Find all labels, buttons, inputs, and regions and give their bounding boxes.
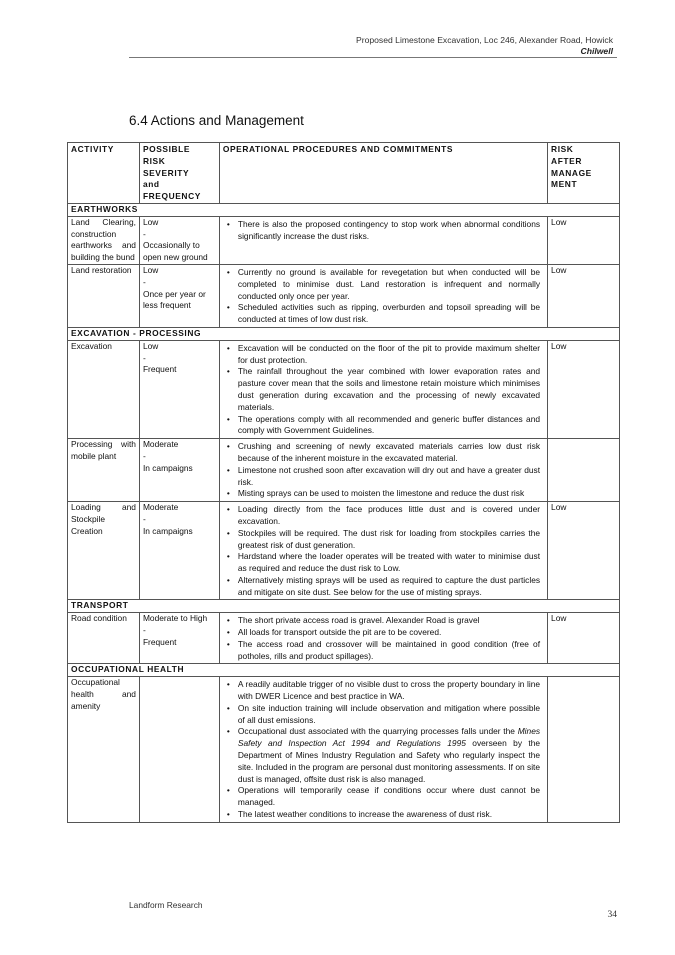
procedures-list <box>223 343 544 437</box>
footer-left: Landform Research <box>129 900 203 910</box>
table-row <box>68 502 620 600</box>
table-row <box>68 613 620 664</box>
header-line-2: Chilwell <box>580 46 613 56</box>
procedure-item: • The rainfall throughout the year combined with lower evaporation rates and pasture cover mean that the soils and limestone retain moisture which minimises dust generation during excavation and the processing of newly excavated materials. <box>223 366 540 413</box>
risk-cell: Moderate to High - Frequent <box>139 613 219 664</box>
procedure-item: • Loading directly from the face produces little dust and is covered under excavation. <box>223 504 540 528</box>
page-number: 34 <box>607 910 617 920</box>
legislation-title: Mines Safety and Inspection Act 1994 and Regulations 1995 <box>237 726 541 749</box>
procedures-cell <box>219 613 547 664</box>
procedure-item: • Limestone not crushed soon after excavation will dry out and have a greater dust risk. <box>223 465 540 489</box>
procedure-item: • The short private access road is gravel. Alexander Road is gravel <box>223 615 540 627</box>
procedures-cell <box>219 264 547 327</box>
table-row <box>68 439 620 502</box>
procedure-item: • On site induction training will include observation and mitigation where possible of all dust emissions. <box>223 703 540 727</box>
procedure-item: • Stockpiles will be required. The dust risk for loading from stockpiles carries the greatest risk of dust generation. <box>223 528 540 552</box>
procedures-cell <box>219 439 547 502</box>
risk-after-cell <box>548 677 620 823</box>
activity-cell: Road condition <box>68 613 140 664</box>
procedures-cell <box>219 340 547 438</box>
group-heading: TRANSPORT <box>68 600 620 613</box>
risk-cell <box>139 677 219 823</box>
procedures-cell <box>219 677 547 823</box>
risk-cell: Low - Occasionally to open new ground <box>139 216 219 264</box>
procedure-item: • Occupational dust associated with the quarrying processes falls under the Mines Safety and Inspection Act 1994 and Regulations 1995 overseen by the Department of Mines Industry Regulation and Safety who regularly inspect the site. Included in the program are personal dust monitoring assessments. If on site dust is managed, offsite dust risk is also managed. <box>223 726 540 785</box>
group-row <box>68 600 620 613</box>
procedure-item: • Crushing and screening of newly excavated materials carries low dust risk because of the inherent moisture in the excavated material. <box>223 441 540 465</box>
procedures-list <box>223 615 544 662</box>
procedure-item: • The access road and crossover will be maintained in good condition (free of potholes, rills and product spillages). <box>223 639 540 663</box>
activity-cell: Processing with mobile plant <box>68 439 140 502</box>
activity-cell: Loading and Stockpile Creation <box>68 502 140 600</box>
procedure-item: • Misting sprays can be used to moisten the limestone and reduce the dust risk <box>223 488 540 500</box>
risk-after-cell: Low <box>548 216 620 264</box>
risk-cell: Low - Frequent <box>139 340 219 438</box>
group-row <box>68 327 620 340</box>
risk-cell: Moderate - In campaigns <box>139 502 219 600</box>
procedure-item: • Excavation will be conducted on the floor of the pit to provide maximum shelter for dust protection. <box>223 343 540 367</box>
risk-cell: Low - Once per year or less frequent <box>139 264 219 327</box>
table-header-row <box>68 143 620 204</box>
activity-cell: Occupational health and amenity <box>68 677 140 823</box>
section-title: 6.4 Actions and Management <box>129 113 304 128</box>
procedure-item: • Hardstand where the loader operates will be treated with water to minimise dust as required and reduce the dust risk to Low. <box>223 551 540 575</box>
risk-after-cell <box>548 439 620 502</box>
risk-after-cell: Low <box>548 613 620 664</box>
procedures-list <box>223 219 544 243</box>
procedure-item: • There is also the proposed contingency to stop work when abnormal conditions significantly increase the dust risks. <box>223 219 540 243</box>
activity-cell: Excavation <box>68 340 140 438</box>
risk-after-cell: Low <box>548 502 620 600</box>
group-heading: EARTHWORKS <box>68 203 620 216</box>
table-body <box>68 203 620 822</box>
procedures-list <box>223 504 544 598</box>
risk-after-cell: Low <box>548 264 620 327</box>
header-risk: POSSIBLE RISK SEVERITY and FREQUENCY <box>139 143 219 204</box>
activity-cell: Land Clearing, construction earthworks and building the bund <box>68 216 140 264</box>
risk-cell: Moderate - In campaigns <box>139 439 219 502</box>
procedures-list <box>223 679 544 821</box>
header-line-1: Proposed Limestone Excavation, Loc 246, Alexander Road, Howick <box>355 35 613 45</box>
group-heading: EXCAVATION - PROCESSING <box>68 327 620 340</box>
procedure-item: • Currently no ground is available for revegetation but when conducted will be completed to minimise dust. Land restoration is infrequent and normally conducted only once per year. <box>223 267 540 302</box>
header-activity: ACTIVITY <box>68 143 140 204</box>
procedure-item: • A readily auditable trigger of no visible dust to cross the property boundary in line with DWER Licence and best practice in WA. <box>223 679 540 703</box>
table-row <box>68 677 620 823</box>
procedure-item: • All loads for transport outside the pit are to be covered. <box>223 627 540 639</box>
procedure-item: • Operations will temporarily cease if conditions occur where dust cannot be managed. <box>223 785 540 809</box>
procedure-item: • Scheduled activities such as ripping, overburden and topsoil spreading will be conducted at times of low dust risk. <box>223 302 540 326</box>
header-procedures: OPERATIONAL PROCEDURES AND COMMITMENTS <box>219 143 547 204</box>
procedures-list <box>223 441 544 500</box>
procedure-item: • Alternatively misting sprays will be used as required to capture the dust particles and mitigate on site dust. See below for the use of misting sprays. <box>223 575 540 599</box>
procedures-list <box>223 267 544 326</box>
procedures-cell <box>219 216 547 264</box>
header-rule <box>129 57 617 58</box>
activity-cell: Land restoration <box>68 264 140 327</box>
procedure-item: • The operations comply with all recommended and generic buffer distances and comply with Government Guidelines. <box>223 414 540 438</box>
group-row <box>68 664 620 677</box>
risk-after-cell: Low <box>548 340 620 438</box>
header-after: RISK AFTER MANAGE MENT <box>548 143 620 204</box>
table-row <box>68 216 620 264</box>
group-heading: OCCUPATIONAL HEALTH <box>68 664 620 677</box>
table-row <box>68 340 620 438</box>
procedures-cell <box>219 502 547 600</box>
table-row <box>68 264 620 327</box>
actions-table <box>67 142 620 823</box>
group-row <box>68 203 620 216</box>
procedure-item: • The latest weather conditions to increase the awareness of dust risk. <box>223 809 540 821</box>
